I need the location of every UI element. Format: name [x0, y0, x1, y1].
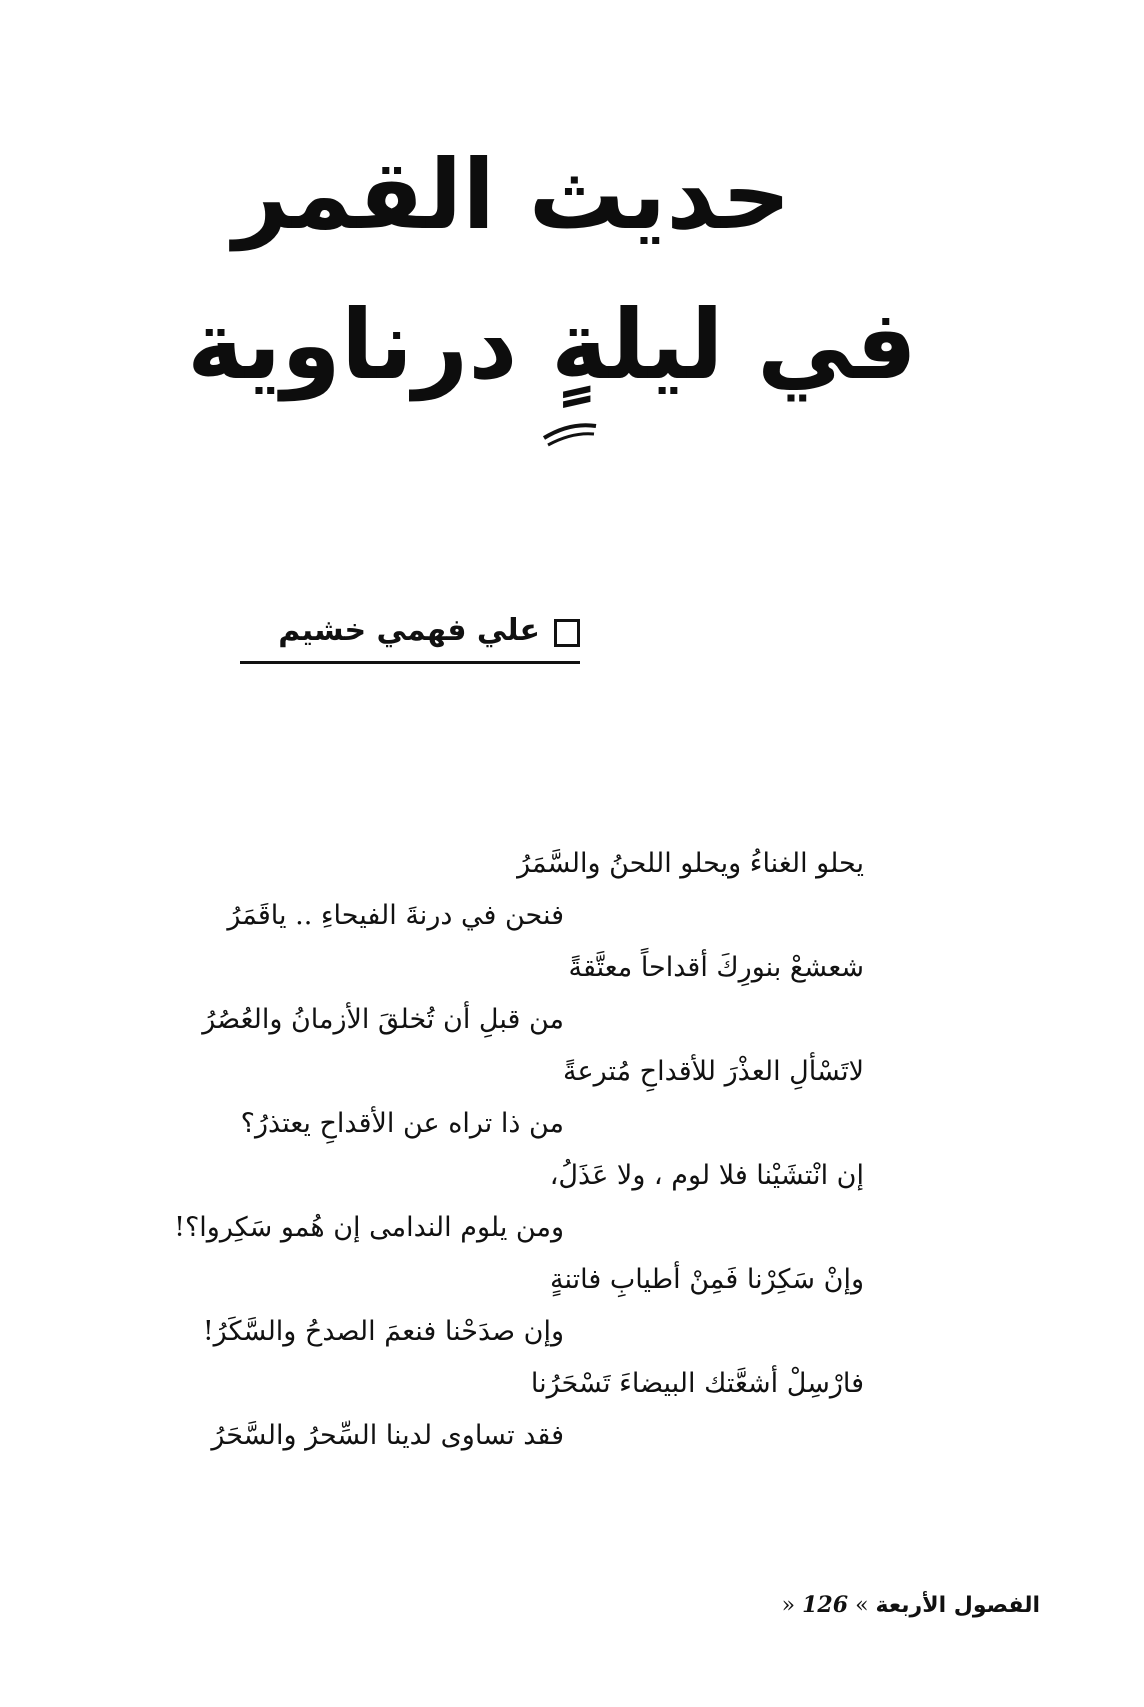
title-ornament-icon: [540, 418, 600, 448]
byline-underline: [240, 661, 580, 664]
title-line-2: في ليلةٍ درناوية: [186, 289, 918, 401]
title-line-1: حديث القمر: [233, 139, 791, 251]
verse: ومن يلوم الندامى إن هُمو سَكِروا؟!: [174, 1212, 564, 1243]
verse: شعشعْ بنورِكَ أقداحاً معتَّقةً: [568, 952, 864, 983]
author-byline: [240, 615, 580, 665]
author-name: علي فهمي خشيم: [278, 613, 540, 648]
verse: يحلو الغناءُ ويحلو اللحنُ والسَّمَرُ: [517, 848, 864, 879]
verse: إن انْتشَيْنا فلا لوم ، ولا عَذَلُ،: [549, 1160, 864, 1191]
journal-name: الفصول الأربعة: [875, 1593, 1040, 1618]
verse: من قبلِ أن تُخلقَ الأزمانُ والعُصُرُ: [202, 1004, 564, 1035]
verse: فقد تساوى لدينا السِّحرُ والسَّحَرُ: [211, 1420, 564, 1451]
page-number: 126: [802, 1592, 849, 1618]
verse: وإنْ سَكِرْنا فَمِنْ أطيابِ فاتنةٍ: [550, 1264, 864, 1295]
verse: فنحن في درنةَ الفيحاءِ .. ياقَمَرُ: [227, 900, 564, 931]
verse: من ذا تراه عن الأقداحِ يعتذرُ؟: [240, 1108, 564, 1139]
verse: وإن صدَحْنا فنعمَ الصدحُ والسَّكَرُ!: [202, 1316, 564, 1347]
verse: فارْسِلْ أشعَّتك البيضاءَ تَسْحَرُنا: [530, 1368, 864, 1399]
quote-open: »: [855, 1593, 869, 1618]
page-footer: [782, 1592, 1040, 1618]
byline-box-icon: [554, 619, 580, 647]
article-title: [0, 120, 1144, 420]
poem: [144, 838, 864, 1462]
verse: لاتَسْألِ العذْرَ للأقداحِ مُترعةً: [563, 1056, 864, 1087]
quote-close: «: [781, 1593, 796, 1618]
